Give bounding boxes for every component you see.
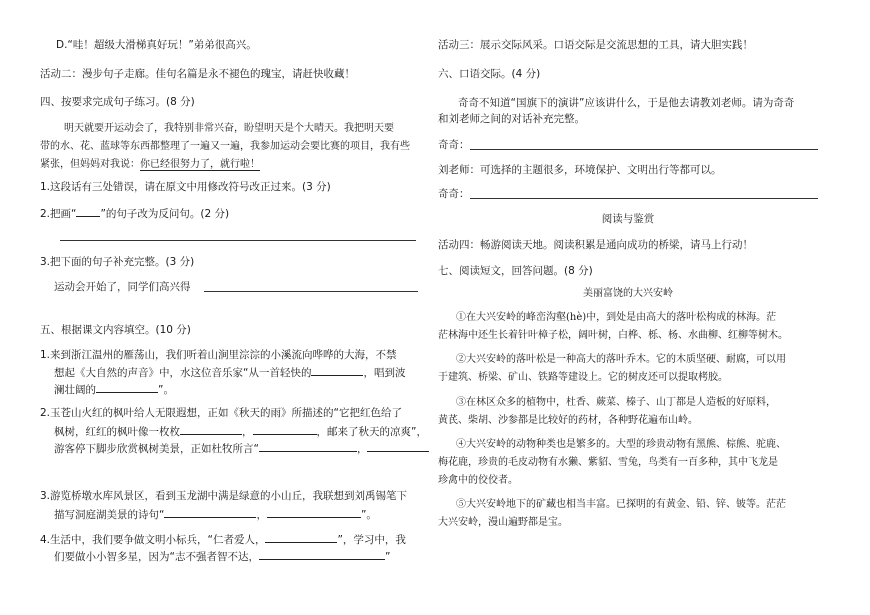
answer-blank[interactable]	[367, 440, 429, 452]
fill-question-1: 1.来到浙江温州的雁荡山，我们听着山涧里淙淙的小溪流向哗哗的大海，不禁	[40, 349, 397, 361]
answer-blank[interactable]	[164, 506, 256, 518]
fill-question-1: 澜壮阔的 ”。	[54, 381, 174, 397]
fill-question-2: 枫树，红红的枫叶像一枚枚 ， ，邮来了秋天的凉爽”，	[54, 423, 427, 439]
section-six-title: 六、口语交际。(4 分)	[438, 68, 541, 80]
paragraph-line: 带的水、花、蓝球等东西都整理了一遍又一遍，我参加运动会要比赛的项目，我有些	[40, 141, 410, 152]
article-paragraph: 于建筑、桥梁、矿山、铁路等建设上。它的树皮还可以提取栲胶。	[438, 372, 728, 383]
activity-two: 活动二：漫步句子走廊。佳句名篇是永不褪色的瑰宝，请赶快收藏！	[40, 68, 355, 80]
fill-question-3: 3.游览桥墩水库风景区，看到玉龙湖中满是绿意的小山丘，我联想到刘禹锡笔下	[40, 490, 408, 502]
qiqi-label: 奇奇：	[438, 139, 470, 151]
article-paragraph: ①在大兴安岭的峰峦沟壑(hè)中，到处是由高大的落叶松构成的林海。茫	[456, 312, 777, 323]
paragraph-line: 明天就要开运动会了，我特别非常兴奋，盼望明天是个大晴天。我把明天要	[64, 123, 394, 134]
answer-blank[interactable]	[267, 506, 361, 518]
fill-question-2: 2.玉苍山火红的枫叶给人无限遐想，正如《秋天的雨》所描述的“它把红色给了	[40, 407, 402, 419]
section-four-title: 四、按要求完成句子练习。(8 分)	[40, 96, 195, 108]
article-paragraph: ③在林区众多的植物中，杜香、蕨菜、榛子、山丁都是人造板的好原料，	[456, 397, 776, 408]
dialogue-answer-line[interactable]	[470, 149, 818, 150]
answer-blank[interactable]	[259, 440, 357, 452]
question-2: 2.把画“ ”的句子改为反问句。(2 分)	[40, 205, 229, 221]
article-paragraph: ⑤大兴安岭地下的矿藏也相当丰富。已探明的有黄金、铅、锌、铍等。茫茫	[456, 499, 786, 510]
article-paragraph: 黄芪、柴胡、沙参都是比较好的药材，各种野花遍布山岭。	[438, 415, 698, 426]
answer-line[interactable]	[60, 240, 416, 241]
answer-blank[interactable]	[311, 364, 363, 376]
fill-question-4: 们要做小小智多星，因为“志不强者智不达， ”	[54, 548, 390, 564]
article-paragraph: ②大兴安岭的落叶松是一种高大的落叶乔木。它的木质坚硬、耐腐，可以用	[456, 354, 786, 365]
paragraph-line: 紧张，但妈妈对我说：你已经很努力了，就行啦！	[40, 159, 260, 170]
answer-blank[interactable]	[259, 548, 385, 560]
section-five-title: 五、根据课文内容填空。(10 分)	[40, 324, 191, 336]
question-3-sentence: 运动会开始了，同学们高兴得	[54, 281, 191, 293]
article-title: 美丽富饶的大兴安岭	[583, 288, 673, 299]
article-paragraph: 梅花鹿，珍贵的毛皮动物有水獭、紫貂、雪兔，鸟类有一百多种，其中飞龙是	[438, 457, 778, 468]
activity-four: 活动四：畅游阅读天地。阅读积累是通向成功的桥梁，请马上行动！	[438, 239, 753, 251]
answer-blank[interactable]	[180, 423, 242, 435]
answer-blank[interactable]	[265, 531, 337, 543]
answer-line[interactable]	[204, 291, 418, 292]
teacher-line: 刘老师：可选择的主题很多，环境保护、文明出行等都可以。	[438, 164, 722, 176]
fill-question-3: 描写洞庭湖美景的诗句“ ， ”。	[54, 506, 377, 522]
fill-question-2: 游客停下脚步欣赏枫树美景，正如杜牧所言“ ，	[54, 440, 429, 456]
qiqi-label: 奇奇：	[438, 188, 470, 200]
article-paragraph: 茫林海中还生长着针叶樟子松，阔叶树，白桦、栎、杨、水曲柳、红柳等树木。	[438, 330, 788, 341]
underlined-sentence: 你已经很努力了，就行啦！	[140, 159, 260, 170]
dialogue-answer-line[interactable]	[470, 198, 818, 199]
question-1: 1.这段话有三处错误，请在原文中用修改符号改正过来。(3 分)	[40, 181, 331, 193]
article-paragraph: 珍禽中的佼佼者。	[438, 475, 518, 486]
section-seven-title: 七、阅读短文，回答问题。(8 分)	[438, 265, 593, 277]
underline-sample	[76, 205, 100, 217]
activity-three: 活动三：展示交际风采。口语交际是交流思想的工具，请大胆实践！	[438, 39, 753, 51]
fill-question-1: 想起《大自然的声音》中，水这位音乐家“从一首轻快的 ，唱到波	[54, 364, 405, 380]
answer-blank[interactable]	[96, 381, 158, 393]
question-3: 3.把下面的句子补充完整。(3 分)	[40, 256, 195, 268]
section-six-text: 和刘老师之间的对话补充完整。	[438, 113, 585, 125]
section-six-text: 奇奇不知道“国旗下的演讲”应该讲什么，于是他去请教刘老师。请为奇奇	[458, 97, 795, 109]
article-paragraph: ④大兴安岭的动物种类也是繁多的。大型的珍贵动物有黑熊、棕熊、驼鹿、	[456, 439, 786, 450]
fill-question-4: 4.生活中，我们要争做文明小标兵，“仁者爱人， ”，学习中，我	[40, 531, 406, 547]
answer-blank[interactable]	[253, 423, 317, 435]
article-paragraph: 大兴安岭，漫山遍野都是宝。	[438, 517, 568, 528]
reading-heading: 阅读与鉴赏	[601, 213, 655, 225]
option-d: D.“哇！超级大滑梯真好玩！”弟弟很高兴。	[56, 39, 257, 51]
